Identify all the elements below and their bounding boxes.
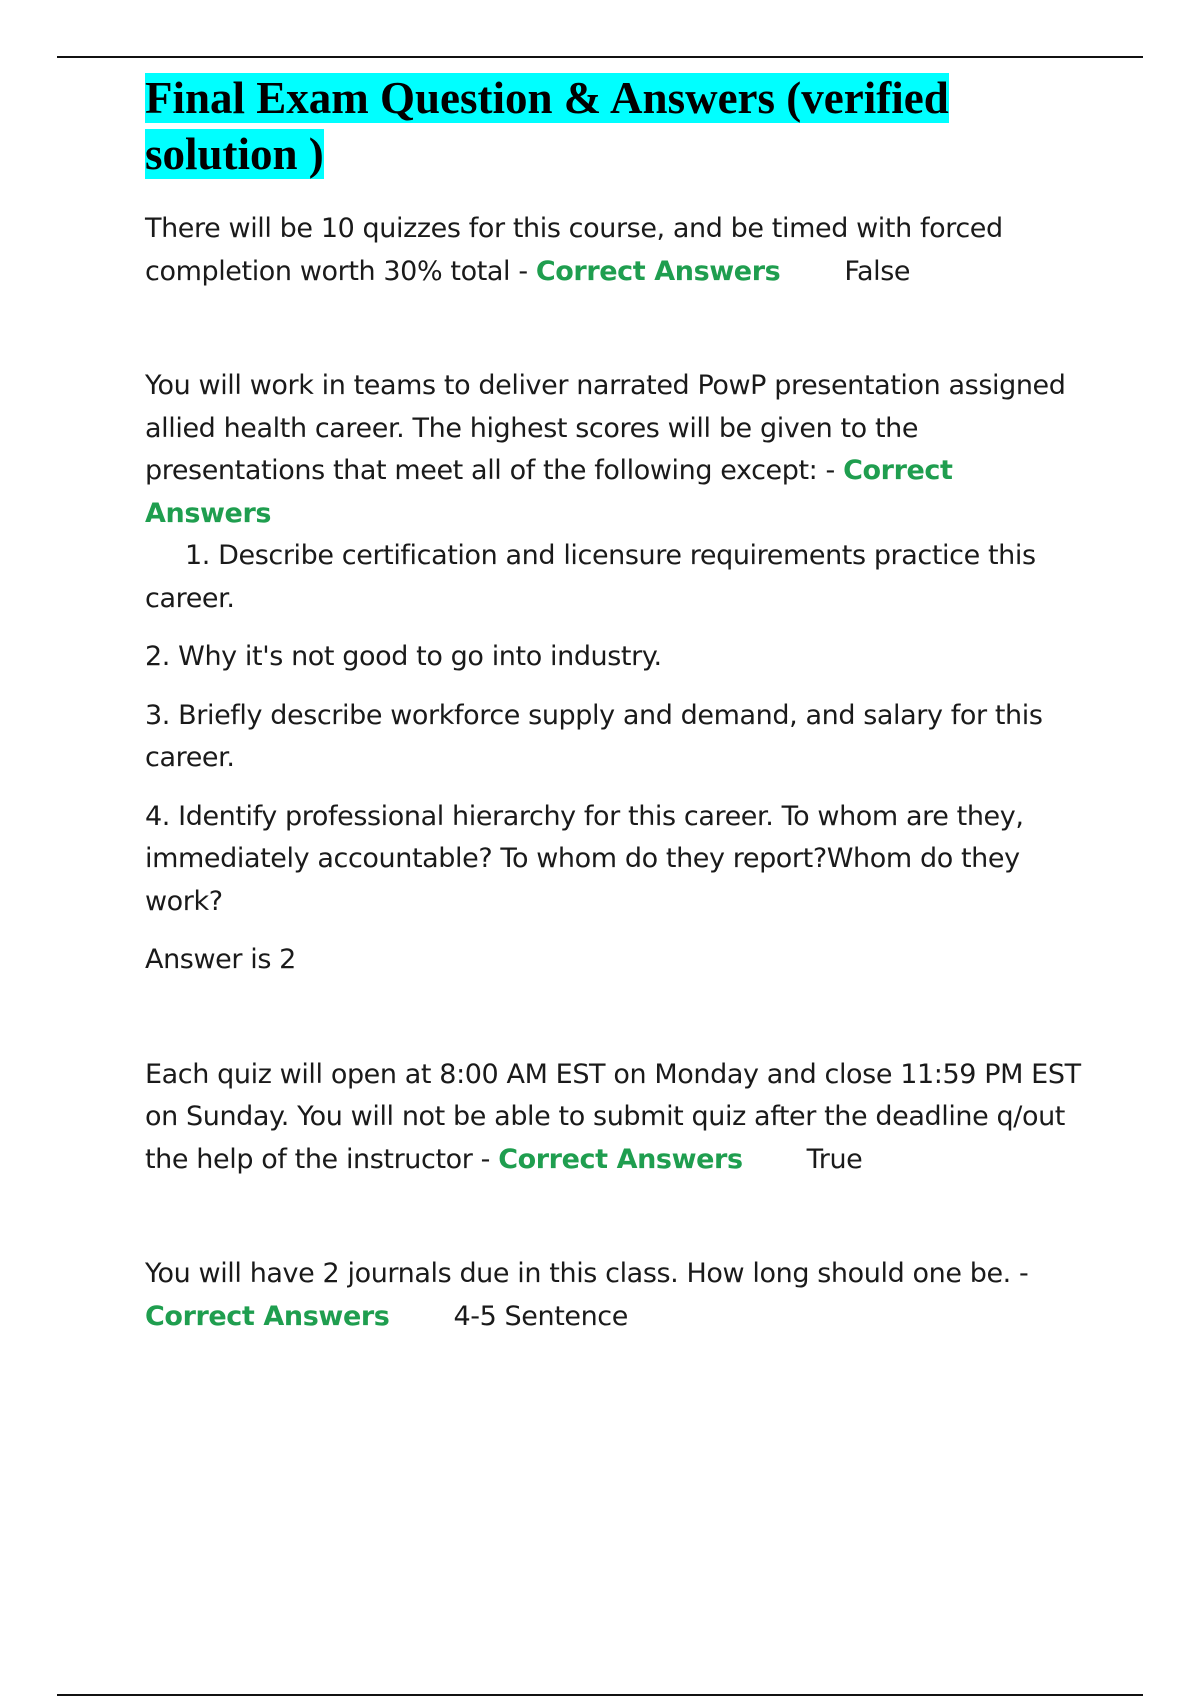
question-2-answer: Answer is 2 xyxy=(145,944,296,975)
question-1-text: There will be 10 quizzes for this course, and be timed with forced completion worth 30% total - xyxy=(145,213,1003,287)
question-2-text: You will work in teams to deliver narrated PowP presentation assigned allied health career. The highest scores will be given to the presentations that meet all of the following except: - xyxy=(145,370,1066,486)
question-4 xyxy=(145,1253,1085,1338)
question-1 xyxy=(145,208,1085,293)
option-3: 3. Briefly describe workforce supply and demand, and salary for this career. xyxy=(145,699,1043,773)
option-2: 2. Why it's not good to go into industry. xyxy=(145,641,662,672)
option-4: 4. Identify professional hierarchy for this career. To whom are they, immediately accountable? To whom do they report?Whom do they work? xyxy=(145,800,1024,917)
top-rule xyxy=(57,56,1143,58)
question-3 xyxy=(145,1054,1085,1182)
title-highlight: Final Exam Question & Answers (verified solution ) xyxy=(145,73,949,179)
correct-answers-label: Correct Answers xyxy=(498,1143,743,1175)
question-3-text: Each quiz will open at 8:00 AM EST on Monday and close 11:59 PM EST on Sunday. You will not be able to submit quiz after the deadline q/out the help of the instructor - xyxy=(145,1058,1081,1175)
correct-answers-label: Correct Answers xyxy=(145,455,953,529)
correct-answers-label: Correct Answers xyxy=(535,255,781,287)
document-title xyxy=(145,70,1085,182)
document-body xyxy=(145,70,1085,1338)
question-4-text: You will have 2 journals due in this class. How long should one be. - xyxy=(145,1258,1029,1289)
question-4-answer: 4-5 Sentence xyxy=(453,1300,628,1332)
correct-answers-label: Correct Answers xyxy=(145,1300,390,1332)
question-1-answer: False xyxy=(844,255,911,287)
question-2 xyxy=(145,365,1085,620)
option-1: 1. Describe certification and licensure requirements practice this career. xyxy=(145,540,1036,614)
question-3-answer: True xyxy=(806,1143,863,1175)
bottom-rule xyxy=(57,1694,1143,1696)
